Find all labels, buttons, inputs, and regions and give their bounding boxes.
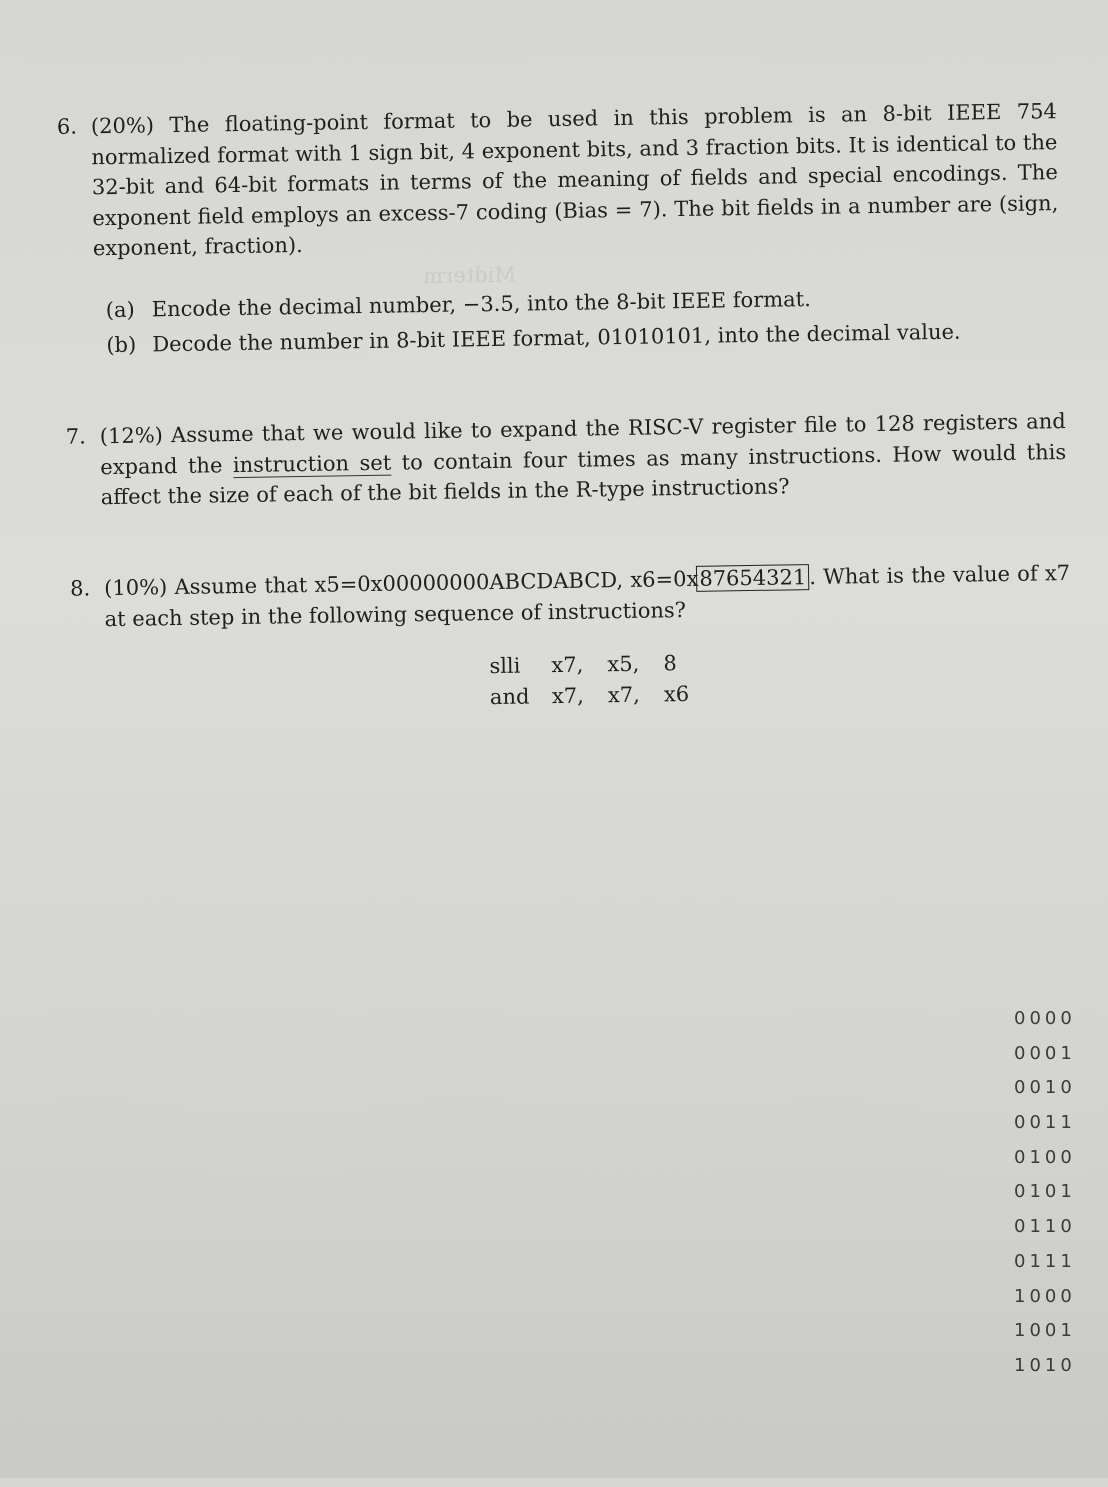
problem-number: 6. <box>56 114 78 139</box>
part-text: Decode the number in 8-bit IEEE format, 01010101, into the decimal value. <box>152 319 961 357</box>
text-segment: to contain four times as many instructions. How would this affect the size of each of the bit fields in the R-type instructions? <box>100 439 1067 510</box>
handwritten-binary-list <box>1014 1002 1108 1384</box>
problem-number: 8. <box>70 576 91 601</box>
text-segment: (12%) Assume that we would like to expand the RISC-V register file to 128 registers and expand the <box>99 409 1066 479</box>
problem-8 <box>70 558 1071 635</box>
operand: 8 <box>663 651 677 676</box>
text-segment: . What is the value of x7 at each step in the following sequence of instructions? <box>104 560 1071 631</box>
operand: x6 <box>663 681 690 707</box>
handwritten-note: 0000 <box>1014 1008 1076 1029</box>
boxed-digits: 87654321 <box>696 564 809 592</box>
problem-text: (20%) The floating-point format to be used in this problem is an 8-bit IEEE 754 normalized format with 1 sign bit, 4 exponent bits, and 3 fraction bits. It is identical to the 32-bit and 64-bit formats in terms of the meaning of fields and special encodings. The exponent field employs an excess-7 coding (Bias = 7). The bit fields in a number are (sign, exponent, fraction). <box>90 99 1059 261</box>
text-segment: (10%) Assume that x5=0x00000000ABCDABCD, x6=0x <box>103 566 699 601</box>
opcode: and <box>489 684 530 710</box>
operand: x7, <box>551 652 584 678</box>
problem-text <box>104 558 1071 634</box>
part-label: (a) <box>105 297 135 323</box>
problem-text <box>100 406 1067 513</box>
handwritten-note: 1010 <box>1014 1354 1076 1376</box>
handwritten-note: 0011 <box>1014 1112 1076 1134</box>
problem-7 <box>66 406 1067 513</box>
operand: x7, <box>607 682 641 708</box>
underlined-phrase: instruction set <box>232 450 392 477</box>
instruction-row <box>490 678 720 713</box>
problem-number: 7. <box>65 424 87 449</box>
handwritten-note: 0100 <box>1014 1146 1076 1168</box>
handwritten-note: 1000 <box>1014 1285 1076 1307</box>
bleed-through-text: Midterm <box>423 262 516 289</box>
operand: x7, <box>551 683 585 709</box>
problem-6-parts <box>106 279 1007 363</box>
opcode: slli <box>489 653 521 679</box>
handwritten-note: 1001 <box>1014 1320 1076 1342</box>
part-label: (b) <box>106 332 137 358</box>
handwritten-note: 0001 <box>1014 1042 1076 1064</box>
instruction-sequence <box>489 647 720 713</box>
handwritten-note: 0110 <box>1014 1216 1076 1238</box>
operand: x5, <box>607 651 640 677</box>
instruction-row <box>489 647 719 682</box>
handwritten-note: 0010 <box>1014 1077 1076 1099</box>
handwritten-note: 0101 <box>1014 1181 1076 1203</box>
handwritten-note: 0111 <box>1014 1250 1076 1272</box>
part-text: Encode the decimal number, −3.5, into the 8-bit IEEE format. <box>151 287 811 322</box>
